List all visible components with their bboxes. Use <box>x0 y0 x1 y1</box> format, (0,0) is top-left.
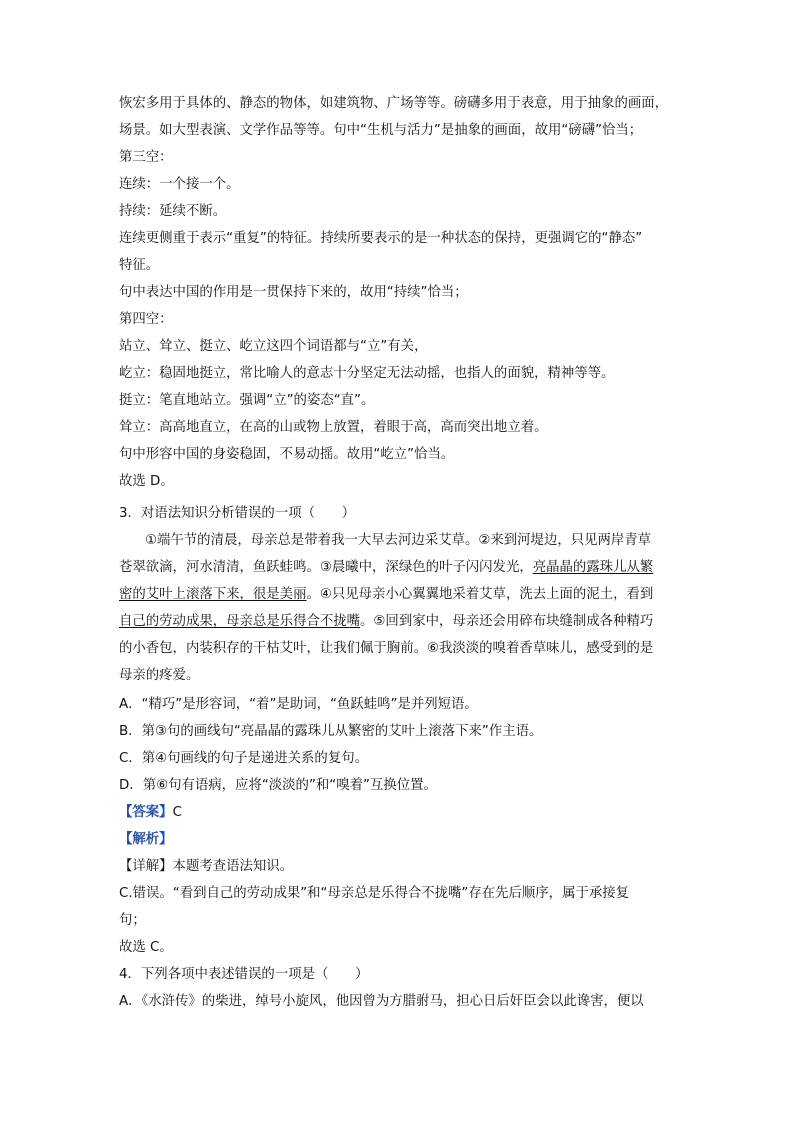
underlined-sentence: 亮晶晶的露珠儿从繁 <box>532 560 654 575</box>
analysis-line <box>119 830 684 850</box>
text-line: 句中形容中国的身姿稳固，不易动摇。故用“屹立”恰当。 <box>119 447 455 462</box>
passage-line: 密的艾叶上滚落下来，很是美丽。④只见母亲小心翼翼地采着艾草，洗去上面的泥土，看到 <box>119 587 654 602</box>
underlined-sentence: 自己的劳动成果，母亲总是乐得合不拢嘴 <box>119 614 361 629</box>
option-b: B．第③句的画线句“亮晶晶的露珠儿从繁密的艾叶上滚落下来”作主语。 <box>119 724 543 739</box>
analysis-tag: 【解析】 <box>119 832 173 847</box>
text-line: 站立、耸立、挺立、屹立这四个词语都与“立”有关， <box>119 339 428 354</box>
passage-line: ①端午节的清晨，母亲总是带着我一大早去河边采艾草。②来到河堤边，只见两岸青草 <box>145 533 652 548</box>
text-line: C.错误。“看到自己的劳动成果”和“母亲总是乐得合不拢嘴”存在先后顺序，属于承接复 <box>119 886 630 901</box>
answer-value: C <box>172 805 182 820</box>
text-line: 特征。 <box>119 258 160 273</box>
passage-line: 母亲的疼爱。 <box>119 668 200 683</box>
text-line: 句中表达中国的作用是一贯保持下来的，故用“持续”恰当； <box>119 285 468 300</box>
underlined-sentence: 密的艾叶上滚落下来，很是美丽 <box>119 587 307 602</box>
text-line: 句； <box>119 913 146 928</box>
text-line: 第三空： <box>119 150 173 165</box>
answer-line <box>119 803 684 823</box>
text-line: 恢宏多用于具体的、静态的物体，如建筑物、广场等等。磅礴多用于表意，用于抽象的画面， <box>119 96 669 111</box>
text-line: 挺立：笔直地站立。强调“立”的姿态“直”。 <box>119 393 375 408</box>
question-4-title: 4．下列各项中表述错误的一项是（ ） <box>119 967 369 982</box>
text-line: 【详解】本题考查语法知识。 <box>119 859 294 874</box>
text-line: 第四空： <box>119 312 173 327</box>
option-c: C．第④句画线的句子是递进关系的复句。 <box>119 751 368 766</box>
passage-line: 自己的劳动成果，母亲总是乐得合不拢嘴。⑤回到家中，母亲还会用碎布块缝制成各种精巧 <box>119 614 654 629</box>
option-a: A．《水浒传》的柴进，绰号小旋风，他因曾为方腊驸马，担心日后奸臣会以此谗害，便以 <box>119 994 644 1009</box>
text-line: 故选 D。 <box>119 474 174 489</box>
text-line: 耸立：高高地直立，在高的山或物上放置，着眼于高，高而突出地立着。 <box>119 420 548 435</box>
text-line: 连续：一个接一个。 <box>119 177 240 192</box>
question-3-title: 3．对语法知识分析错误的一项（ ） <box>119 506 356 521</box>
text-line: 持续：延续不断。 <box>119 204 227 219</box>
option-d: D．第⑥句有语病，应将“淡淡的”和“嗅着”互换位置。 <box>119 778 437 793</box>
passage-line: 苍翠欲滴，河水清清，鱼跃蛙鸣。③晨曦中，深绿色的叶子闪闪发光，亮晶晶的露珠儿从繁 <box>119 560 654 575</box>
text-line: 故选 C。 <box>119 940 173 955</box>
text-line: 屹立：稳固地挺立，常比喻人的意志十分坚定无法动摇，也指人的面貌，精神等等。 <box>119 366 615 381</box>
passage-line: 的小香包，内装积存的干枯艾叶，让我们佩于胸前。⑥我淡淡的嗅着香草味儿，感受到的是 <box>119 641 654 656</box>
option-a: A．“精巧”是形容词，“着”是助词，“鱼跃蛙鸣”是并列短语。 <box>119 697 478 712</box>
text-line: 场景。如大型表演、文学作品等等。句中“生机与活力”是抽象的画面，故用“磅礴”恰当； <box>119 123 643 138</box>
answer-tag: 【答案】 <box>119 805 173 820</box>
text-line: 连续更侧重于表示“重复”的特征。持续所要表示的是一种状态的保持，更强调它的“静态” <box>119 231 643 246</box>
